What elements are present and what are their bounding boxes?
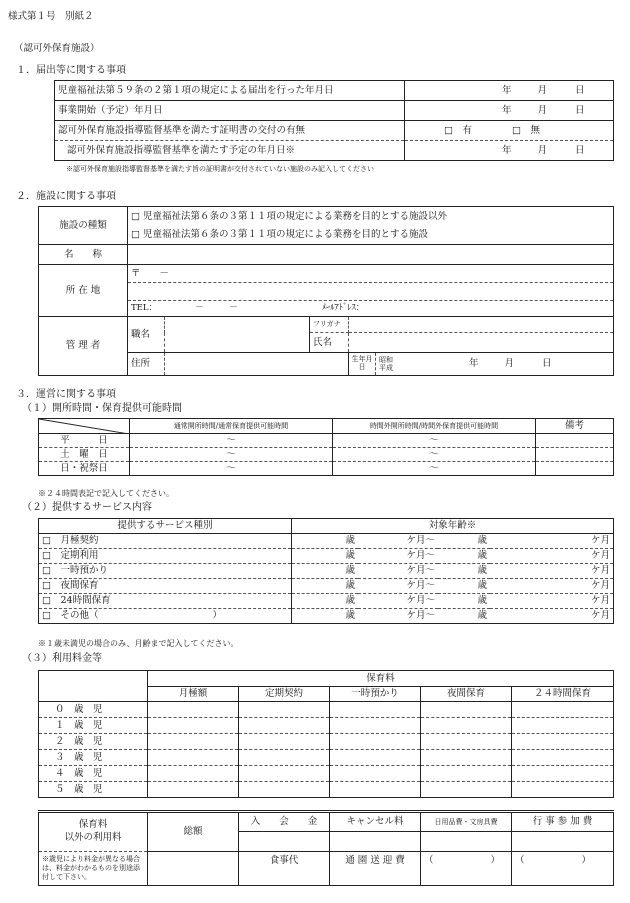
- fee-cell[interactable]: [330, 734, 421, 750]
- cancel-fee-field[interactable]: [330, 832, 421, 852]
- section1-title: １．届出等に関する事項: [16, 65, 126, 76]
- furigana-label: フリガナ: [310, 317, 349, 333]
- form-subtitle: （認可外保育施設）: [14, 43, 100, 54]
- section3-title: ３．運営に関する事項: [16, 389, 116, 400]
- birthdate-label: 生年月日: [349, 353, 376, 375]
- service-regular[interactable]: □ 定期利用: [39, 549, 292, 564]
- fee-cell[interactable]: [239, 750, 330, 766]
- fee-cell[interactable]: [330, 766, 421, 782]
- service-row: □ 夜間保育 歳 ケ月～ 歳 ケ月: [39, 579, 614, 594]
- other-fees-table: [38, 810, 614, 886]
- fees-col-night: 夜間保育: [421, 687, 512, 702]
- hours-header-remarks: 備考: [536, 419, 614, 434]
- service-24h[interactable]: □ 24時間保育: [39, 594, 292, 609]
- fee-cell[interactable]: [421, 750, 512, 766]
- fee-cell[interactable]: [239, 734, 330, 750]
- hours-holiday-regular[interactable]: ～: [130, 462, 333, 476]
- fee-cell[interactable]: [239, 718, 330, 734]
- fees-col-24h: ２４時間保育: [512, 687, 614, 702]
- fee-cell[interactable]: [512, 766, 614, 782]
- fees-row-age1: １ 歳 児: [39, 718, 148, 734]
- fees-corner: [39, 671, 148, 702]
- fee-cell[interactable]: [512, 750, 614, 766]
- hours-saturday-regular[interactable]: ～: [130, 448, 333, 462]
- cancel-fee-label: キャンセル料: [330, 812, 421, 832]
- contact-field[interactable]: [128, 301, 614, 317]
- address-field[interactable]: [128, 283, 614, 301]
- hours-corner: [39, 419, 130, 434]
- hours-weekday-remarks[interactable]: [536, 434, 614, 448]
- facility-type-option2[interactable]: □ 児童福祉法第６条の３第１１項の規定による業務を目的とする施設: [128, 226, 614, 245]
- fee-cell[interactable]: [239, 702, 330, 718]
- total-field[interactable]: [148, 852, 239, 886]
- manager-table: [38, 316, 614, 376]
- fee-cell[interactable]: [421, 782, 512, 798]
- start-date-field[interactable]: 年 月 日: [405, 101, 614, 121]
- meal-fee-label: 食事代: [239, 852, 330, 886]
- certificate-label: 認可外保育施設指導監督基準を満たす証明書の交付の有無: [55, 121, 405, 141]
- notification-date-field[interactable]: 年 月 日: [405, 81, 614, 101]
- fee-cell[interactable]: [148, 750, 239, 766]
- person-name-label: 氏名: [310, 333, 349, 353]
- facility-table: [38, 206, 614, 317]
- job-title-label: 職名: [128, 317, 165, 353]
- fee-cell[interactable]: [512, 734, 614, 750]
- fee-cell[interactable]: [330, 750, 421, 766]
- entry-fee-field[interactable]: [239, 832, 330, 852]
- hours-weekday-extended[interactable]: ～: [333, 434, 536, 448]
- fees-table: [38, 670, 614, 798]
- fees-col-regular: 定期契約: [239, 687, 330, 702]
- fees-row-age0: ０ 歳 児: [39, 702, 148, 718]
- era-heisei[interactable]: 平成: [379, 364, 393, 372]
- fees-row-age2: ２ 歳 児: [39, 734, 148, 750]
- fee-cell[interactable]: [421, 718, 512, 734]
- fee-cell[interactable]: [239, 782, 330, 798]
- section1-note: ※認可外保育施設指導監督基準を満たす旨の証明書が交付されていない施設のみ記入してください: [66, 165, 374, 173]
- events-fee-label: 行 事 参 加 費: [512, 812, 614, 832]
- hours-saturday-remarks[interactable]: [536, 448, 614, 462]
- notification-table: [54, 80, 614, 161]
- fee-cell[interactable]: [512, 718, 614, 734]
- transport-fee-label: 通 園 送 迎 費: [330, 852, 421, 886]
- facility-name-label: 名 称: [39, 245, 128, 265]
- services-table: [38, 518, 614, 624]
- service-row: □ その他（ ） 歳 ケ月～ 歳 ケ月: [39, 609, 614, 624]
- service-other[interactable]: □ その他（ ）: [39, 609, 292, 624]
- fee-cell[interactable]: [421, 702, 512, 718]
- hours-weekday-regular[interactable]: ～: [130, 434, 333, 448]
- entry-fee-label: 入 会 金: [239, 812, 330, 832]
- other-fee-field-2[interactable]: （ ）: [512, 852, 614, 886]
- hours-holiday-extended[interactable]: ～: [333, 462, 536, 476]
- fee-cell[interactable]: [148, 702, 239, 718]
- notification-date-label: 児童福祉法第５９条の２第１項の規定による届出を行った年月日: [55, 81, 405, 101]
- hours-note: ※２４時間表記で記入してください。: [38, 489, 174, 498]
- hours-header-extended: 時間外開所時間/時間外保育提供可能時間: [333, 419, 536, 434]
- fee-cell[interactable]: [330, 718, 421, 734]
- facility-name-field[interactable]: [128, 245, 614, 265]
- era-showa[interactable]: 昭和: [379, 355, 393, 364]
- job-title-field[interactable]: [165, 317, 310, 353]
- facility-type-option1[interactable]: □ 児童福祉法第６条の３第１１項の規定による業務を目的とする施設以外: [128, 207, 614, 226]
- person-name-field[interactable]: [349, 333, 614, 353]
- fee-cell[interactable]: [148, 734, 239, 750]
- hours-title: （１）開所時間・保育提供可能時間: [22, 403, 182, 414]
- other-fees-label: 保育料 以外の利用料: [39, 812, 148, 852]
- hours-header-regular: 通常開所時間/通常保育提供可能時間: [130, 419, 333, 434]
- events-fee-field[interactable]: [512, 832, 614, 852]
- fees-note: ※歳児により料金が異なる場合は、料金がわかるものを別途添付して下さい。: [39, 852, 148, 886]
- expected-date-label: 認可外保育施設指導監督基準を満たす予定の年月日※: [55, 141, 405, 161]
- fee-cell[interactable]: [148, 766, 239, 782]
- fee-cell[interactable]: [330, 702, 421, 718]
- services-title: （２）提供するサービス内容: [22, 502, 152, 513]
- fee-cell[interactable]: [421, 766, 512, 782]
- fee-cell[interactable]: [512, 782, 614, 798]
- fees-row-age4: ４ 歳 児: [39, 766, 148, 782]
- fee-cell[interactable]: [512, 702, 614, 718]
- hours-row-saturday: 土 曜 日: [39, 448, 130, 462]
- services-header-age: 対象年齢※: [292, 519, 614, 534]
- furigana-field[interactable]: [349, 317, 614, 333]
- services-note: ※１歳未満児の場合のみ、月齢まで記入してください。: [38, 639, 239, 648]
- hours-row-holiday: 日・祝祭日: [39, 462, 130, 476]
- tel-label: TEL： － －: [131, 303, 238, 314]
- expected-date-field[interactable]: 年 月 日: [405, 141, 614, 161]
- service-monthly[interactable]: □ 月極契約: [39, 534, 292, 549]
- hours-holiday-remarks[interactable]: [536, 462, 614, 476]
- supplies-fee-field[interactable]: [421, 832, 512, 852]
- service-row: □ 一時預かり 歳 ケ月～ 歳 ケ月: [39, 564, 614, 579]
- total-label: 総額: [148, 812, 239, 852]
- fee-cell[interactable]: [148, 782, 239, 798]
- fee-cell[interactable]: [330, 782, 421, 798]
- residence-field[interactable]: [165, 353, 349, 376]
- email-label: ﾒｰﾙｱﾄﾞﾚｽ：: [321, 303, 365, 314]
- fees-row-age5: ５ 歳 児: [39, 782, 148, 798]
- address-label: 所 在 地: [39, 265, 128, 317]
- fee-cell[interactable]: [239, 766, 330, 782]
- certificate-choice[interactable]: [405, 121, 614, 141]
- hours-table: [38, 418, 614, 476]
- residence-label: 住所: [128, 353, 165, 376]
- certificate-yes-checkbox[interactable]: □ 有: [444, 124, 472, 136]
- other-fee-field-1[interactable]: （ ）: [421, 852, 512, 886]
- fees-col-monthly: 月極額: [148, 687, 239, 702]
- start-date-label: 事業開始（予定）年月日: [55, 101, 405, 121]
- fees-title: （３）利用料金等: [22, 653, 102, 664]
- service-row: □ 24時間保育 歳 ケ月～ 歳 ケ月: [39, 594, 614, 609]
- supplies-fee-label: 日用品費・文房具費: [421, 812, 512, 832]
- hours-row-weekday: 平 日: [39, 434, 130, 448]
- facility-type-label: 施設の種類: [39, 207, 128, 245]
- birthdate-cell[interactable]: 生年月日 昭和 平成 年 月 日: [349, 353, 614, 376]
- section2-title: ２．施設に関する事項: [16, 191, 116, 202]
- fees-header: 保育料: [148, 671, 614, 687]
- fee-cell[interactable]: [421, 734, 512, 750]
- hours-saturday-extended[interactable]: ～: [333, 448, 536, 462]
- fees-col-temporary: 一時預かり: [330, 687, 421, 702]
- manager-label: 管 理 者: [39, 317, 128, 376]
- postal-field[interactable]: 〒 －: [128, 265, 614, 283]
- service-night[interactable]: □ 夜間保育: [39, 579, 292, 594]
- service-row: □ 月極契約 歳 ケ月～ 歳 ケ月: [39, 534, 614, 549]
- service-temporary[interactable]: □ 一時預かり: [39, 564, 292, 579]
- certificate-no-checkbox[interactable]: □ 無: [511, 124, 540, 136]
- fees-row-age3: ３ 歳 児: [39, 750, 148, 766]
- fee-cell[interactable]: [148, 718, 239, 734]
- service-row: □ 定期利用 歳 ケ月～ 歳 ケ月: [39, 549, 614, 564]
- form-number: 様式第１号 別紙２: [8, 11, 94, 22]
- services-header-type: 提供するサービス種別: [39, 519, 292, 534]
